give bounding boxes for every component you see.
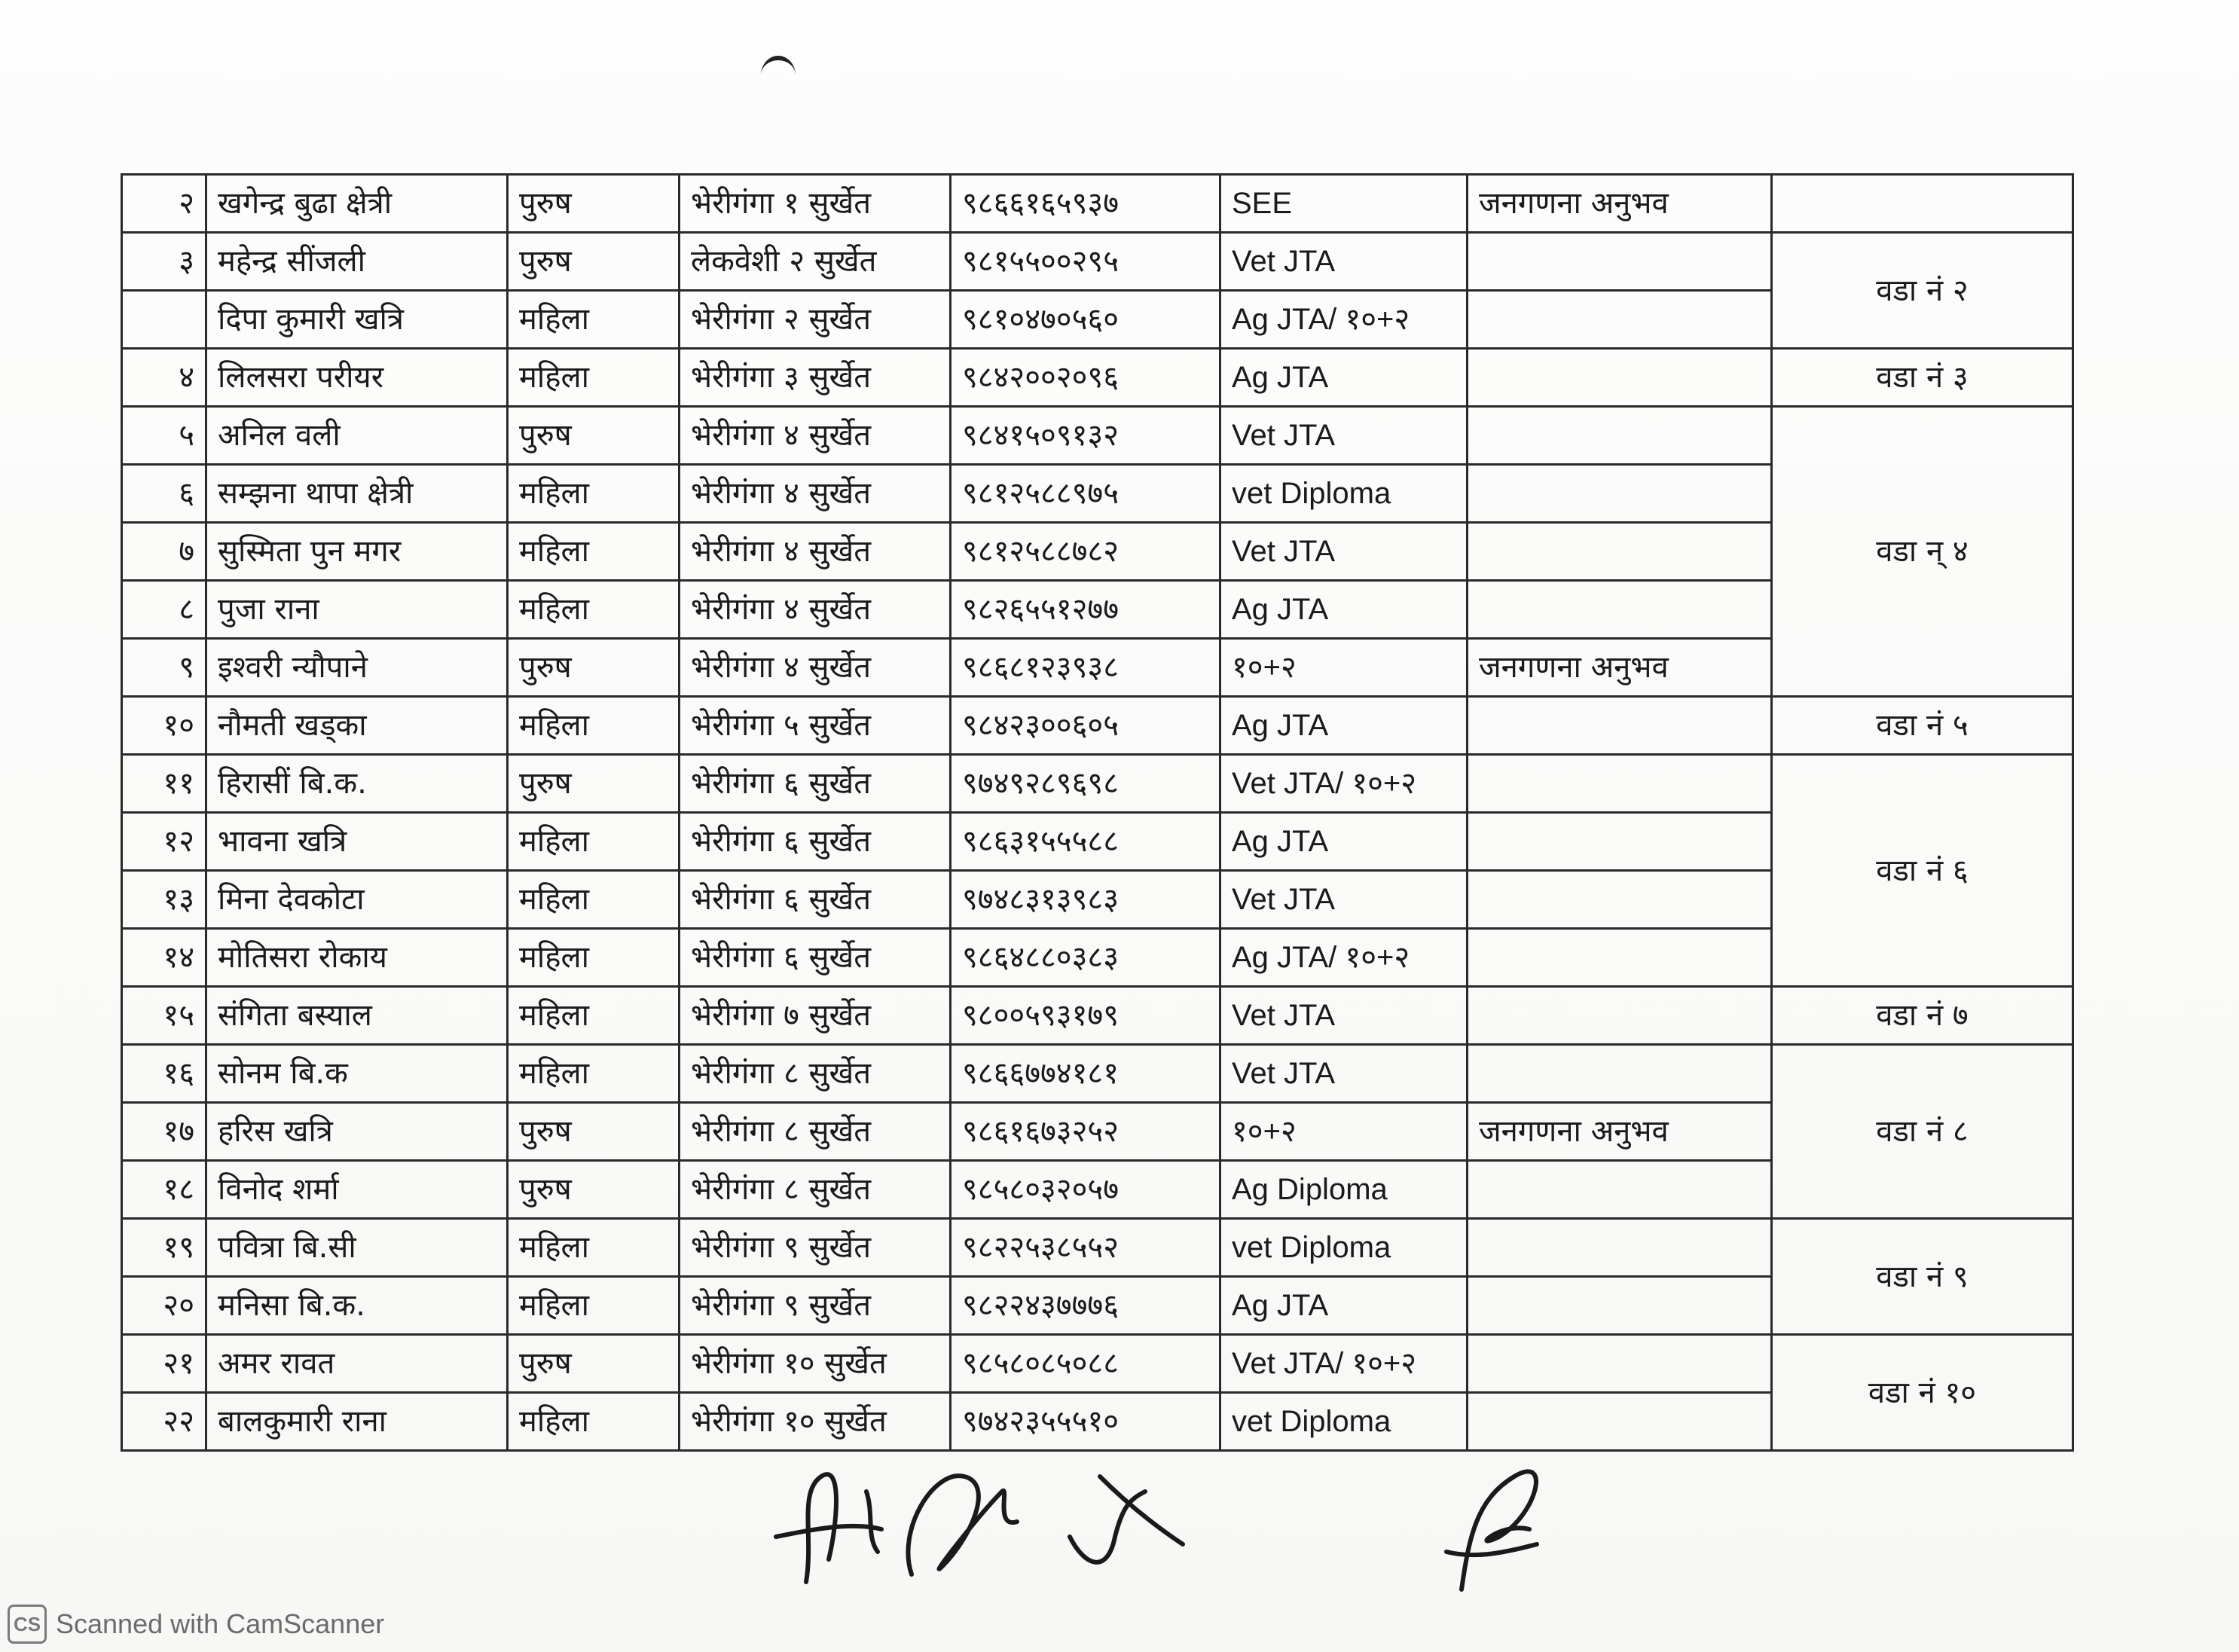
camscanner-logo-icon: CS [8,1605,47,1644]
phone-cell: ९८१२५८८७८२ [951,523,1220,581]
phone-cell: ९८१०४७०५६० [951,291,1220,349]
remark-cell [1468,1045,1772,1103]
qualification-cell: Vet JTA/ १०+२ [1220,755,1468,813]
name-cell: लिलसरा परीयर [206,349,508,407]
serial-cell: १४ [122,929,206,987]
ward-cell: वडा नं ३ [1772,349,2073,407]
table-row [122,407,2073,465]
phone-cell: ९८४२००२०९६ [951,349,1220,407]
phone-cell: ९८६१६७३२५२ [951,1103,1220,1161]
address-cell: भेरीगंगा १० सुर्खेत [680,1393,951,1451]
name-cell: हिरासीं बि.क. [206,755,508,813]
signature-1 [776,1474,881,1582]
qualification-cell: १०+२ [1220,639,1468,697]
name-cell: इश्वरी न्यौपाने [206,639,508,697]
gender-cell: महिला [508,1219,680,1277]
serial-cell: १५ [122,987,206,1045]
phone-cell: ९८६६७७४१८१ [951,1045,1220,1103]
phone-cell: ९८१५५००२९५ [951,233,1220,291]
name-cell: अनिल वली [206,407,508,465]
ward-cell: वडा नं ९ [1772,1219,2073,1335]
address-cell: भेरीगंगा ८ सुर्खेत [680,1045,951,1103]
address-cell: भेरीगंगा ४ सुर्खेत [680,639,951,697]
name-cell: भावना खत्रि [206,813,508,871]
name-cell: अमर रावत [206,1335,508,1393]
serial-cell: २२ [122,1393,206,1451]
qualification-cell: Ag JTA [1220,581,1468,639]
name-cell: पवित्रा बि.सी [206,1219,508,1277]
name-cell: मनिसा बि.क. [206,1277,508,1335]
gender-cell: पुरुष [508,175,680,233]
qualification-cell: Vet JTA/ १०+२ [1220,1335,1468,1393]
remark-cell [1468,407,1772,465]
serial-cell: ११ [122,755,206,813]
address-cell: लेकवेशी २ सुर्खेत [680,233,951,291]
signatures [753,1446,1582,1612]
name-cell: सुस्मिता पुन मगर [206,523,508,581]
remark-cell [1468,813,1772,871]
address-cell: भेरीगंगा ८ सुर्खेत [680,1103,951,1161]
qualification-cell: vet Diploma [1220,1393,1468,1451]
qualification-cell: Ag JTA [1220,1277,1468,1335]
remark-cell [1468,523,1772,581]
address-cell: भेरीगंगा ४ सुर्खेत [680,465,951,523]
serial-cell: ७ [122,523,206,581]
gender-cell: महिला [508,1393,680,1451]
phone-cell: ९८६३१५५५८८ [951,813,1220,871]
gender-cell: महिला [508,523,680,581]
candidate-table [121,173,2074,1452]
ward-cell: वडा नं १० [1772,1335,2073,1451]
address-cell: भेरीगंगा ८ सुर्खेत [680,1161,951,1219]
address-cell: भेरीगंगा ५ सुर्खेत [680,697,951,755]
address-cell: भेरीगंगा ४ सुर्खेत [680,407,951,465]
qualification-cell: vet Diploma [1220,465,1468,523]
qualification-cell: Ag Diploma [1220,1161,1468,1219]
address-cell: भेरीगंगा ४ सुर्खेत [680,523,951,581]
remark-cell [1468,1335,1772,1393]
qualification-cell: SEE [1220,175,1468,233]
remark-cell [1468,291,1772,349]
serial-cell: १० [122,697,206,755]
remark-cell [1468,987,1772,1045]
scanner-watermark-text: Scanned with CamScanner [56,1608,385,1639]
name-cell: विनोद शर्मा [206,1161,508,1219]
address-cell: भेरीगंगा ३ सुर्खेत [680,349,951,407]
serial-cell: १३ [122,871,206,929]
ward-cell: वडा नं ६ [1772,755,2073,987]
remark-cell: जनगणना अनुभव [1468,639,1772,697]
gender-cell: महिला [508,349,680,407]
address-cell: भेरीगंगा ६ सुर्खेत [680,871,951,929]
address-cell: भेरीगंगा ९ सुर्खेत [680,1219,951,1277]
name-cell: खगेन्द्र बुढा क्षेत्री [206,175,508,233]
qualification-cell: Vet JTA [1220,233,1468,291]
table-row [122,1335,2073,1393]
qualification-cell: Vet JTA [1220,987,1468,1045]
serial-cell: २० [122,1277,206,1335]
gender-cell: महिला [508,1045,680,1103]
phone-cell: ९८१२५८८९७५ [951,465,1220,523]
ward-cell: वडा नं २ [1772,233,2073,349]
table-row [122,987,2073,1045]
name-cell: मोतिसरा रोकाय [206,929,508,987]
name-cell: दिपा कुमारी खत्रि [206,291,508,349]
remark-cell [1468,1277,1772,1335]
serial-cell: ६ [122,465,206,523]
signature-4 [1446,1471,1537,1589]
address-cell: भेरीगंगा १० सुर्खेत [680,1335,951,1393]
name-cell: हरिस खत्रि [206,1103,508,1161]
ward-cell: वडा नं ८ [1772,1045,2073,1219]
gender-cell: पुरुष [508,233,680,291]
qualification-cell: Ag JTA [1220,349,1468,407]
qualification-cell: Ag JTA/ १०+२ [1220,291,1468,349]
qualification-cell: vet Diploma [1220,1219,1468,1277]
address-cell: भेरीगंगा ६ सुर्खेत [680,813,951,871]
gender-cell: महिला [508,813,680,871]
qualification-cell: १०+२ [1220,1103,1468,1161]
gender-cell: महिला [508,291,680,349]
qualification-cell: Vet JTA [1220,523,1468,581]
table-row [122,349,2073,407]
qualification-cell: Vet JTA [1220,407,1468,465]
remark-cell [1468,871,1772,929]
phone-cell: ९८४२३००६०५ [951,697,1220,755]
table-row [122,1045,2073,1103]
phone-cell: ९८२२४३७७७६ [951,1277,1220,1335]
gender-cell: महिला [508,987,680,1045]
phone-cell: ९८६८१२३९३८ [951,639,1220,697]
signature-3 [1070,1476,1183,1562]
address-cell: भेरीगंगा ९ सुर्खेत [680,1277,951,1335]
phone-cell: ९८२६५५१२७७ [951,581,1220,639]
name-cell: बालकुमारी राना [206,1393,508,1451]
table-row [122,233,2073,291]
name-cell: सोनम बि.क [206,1045,508,1103]
address-cell: भेरीगंगा ६ सुर्खेत [680,755,951,813]
phone-cell: ९७४९२८९६९८ [951,755,1220,813]
ward-cell: वडा नं ५ [1772,697,2073,755]
remark-cell [1468,233,1772,291]
phone-cell: ९८६४८८०३८३ [951,929,1220,987]
ward-cell [1772,175,2073,233]
name-cell: संगिता बस्याल [206,987,508,1045]
remark-cell: जनगणना अनुभव [1468,175,1772,233]
phone-cell: ९८२२५३८५५२ [951,1219,1220,1277]
punch-hole-mark [761,56,796,95]
remark-cell: जनगणना अनुभव [1468,1103,1772,1161]
serial-cell: २ [122,175,206,233]
ward-cell: वडा न् ४ [1772,407,2073,697]
gender-cell: पुरुष [508,407,680,465]
gender-cell: महिला [508,465,680,523]
signature-2 [908,1476,1017,1574]
gender-cell: महिला [508,929,680,987]
gender-cell: पुरुष [508,755,680,813]
remark-cell [1468,1161,1772,1219]
phone-cell: ९८५८०३२०५७ [951,1161,1220,1219]
phone-cell: ९८००५९३१७९ [951,987,1220,1045]
phone-cell: ९८४१५०९१३२ [951,407,1220,465]
name-cell: मिना देवकोटा [206,871,508,929]
remark-cell [1468,1219,1772,1277]
table-row [122,175,2073,233]
qualification-cell: Ag JTA/ १०+२ [1220,929,1468,987]
qualification-cell: Ag JTA [1220,813,1468,871]
remark-cell [1468,465,1772,523]
remark-cell [1468,1393,1772,1451]
ward-cell: वडा नं ७ [1772,987,2073,1045]
address-cell: भेरीगंगा १ सुर्खेत [680,175,951,233]
serial-cell: ८ [122,581,206,639]
gender-cell: महिला [508,697,680,755]
serial-cell: १८ [122,1161,206,1219]
gender-cell: पुरुष [508,639,680,697]
gender-cell: पुरुष [508,1161,680,1219]
remark-cell [1468,349,1772,407]
serial-cell [122,291,206,349]
table-row [122,1219,2073,1277]
address-cell: भेरीगंगा ४ सुर्खेत [680,581,951,639]
address-cell: भेरीगंगा २ सुर्खेत [680,291,951,349]
name-cell: पुजा राना [206,581,508,639]
serial-cell: ३ [122,233,206,291]
serial-cell: ४ [122,349,206,407]
gender-cell: महिला [508,1277,680,1335]
gender-cell: महिला [508,581,680,639]
remark-cell [1468,581,1772,639]
qualification-cell: Ag JTA [1220,697,1468,755]
remark-cell [1468,929,1772,987]
qualification-cell: Vet JTA [1220,1045,1468,1103]
serial-cell: २१ [122,1335,206,1393]
name-cell: सम्झना थापा क्षेत्री [206,465,508,523]
phone-cell: ९७४८३१३९८३ [951,871,1220,929]
table-row [122,755,2073,813]
serial-cell: १७ [122,1103,206,1161]
serial-cell: १६ [122,1045,206,1103]
gender-cell: पुरुष [508,1335,680,1393]
phone-cell: ९८६६१६५९३७ [951,175,1220,233]
scanner-watermark [8,1605,384,1644]
address-cell: भेरीगंगा ७ सुर्खेत [680,987,951,1045]
serial-cell: ९ [122,639,206,697]
remark-cell [1468,755,1772,813]
remark-cell [1468,697,1772,755]
name-cell: महेन्द्र सींजली [206,233,508,291]
serial-cell: ५ [122,407,206,465]
serial-cell: १९ [122,1219,206,1277]
gender-cell: पुरुष [508,1103,680,1161]
gender-cell: महिला [508,871,680,929]
name-cell: नौमती खड्का [206,697,508,755]
address-cell: भेरीगंगा ६ सुर्खेत [680,929,951,987]
table-row [122,697,2073,755]
qualification-cell: Vet JTA [1220,871,1468,929]
serial-cell: १२ [122,813,206,871]
phone-cell: ९७४२३५५५१० [951,1393,1220,1451]
phone-cell: ९८५८०८५०८८ [951,1335,1220,1393]
